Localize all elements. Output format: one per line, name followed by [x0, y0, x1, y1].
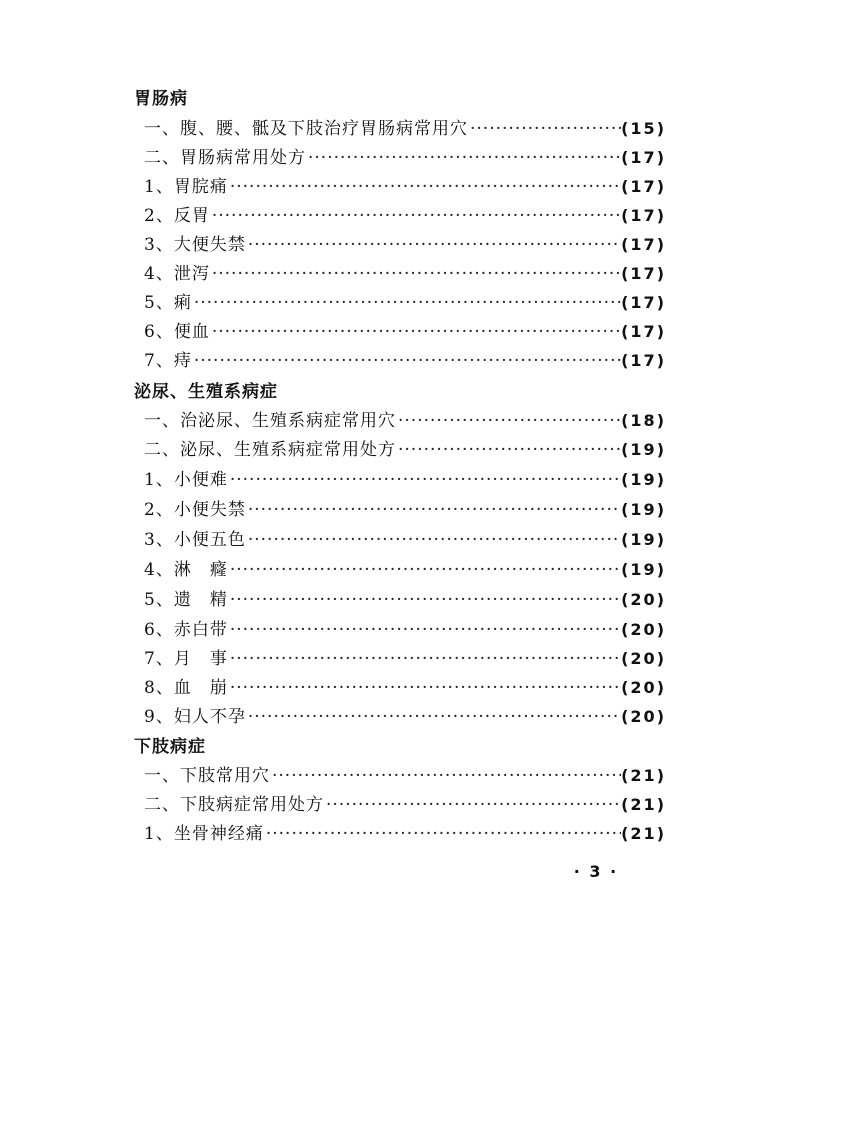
dot-leader [306, 147, 621, 169]
toc-entry [134, 292, 666, 314]
toc-entry-page: (17) [621, 177, 666, 196]
toc-entry-label: 3、大便失禁 [144, 235, 246, 255]
toc-entry [134, 263, 666, 285]
toc-entry-label: 二、泌尿、生殖系病症常用处方 [144, 440, 396, 460]
toc-entry-page: (20) [621, 620, 666, 639]
toc-entry [134, 234, 666, 256]
toc-entry-page: (20) [621, 590, 666, 609]
toc-entry-page: (19) [621, 560, 666, 579]
toc-entry [134, 499, 666, 521]
toc-entry [134, 677, 666, 699]
toc-entry [134, 619, 666, 641]
toc-entry [134, 823, 666, 845]
dot-leader [228, 469, 621, 491]
dot-leader [324, 794, 621, 816]
toc-entry-page: (17) [621, 148, 666, 167]
dot-leader [246, 499, 621, 521]
toc-entry-page: (17) [621, 322, 666, 341]
toc-entry-label: 7、痔 [144, 351, 192, 371]
dot-leader [228, 677, 621, 699]
dot-leader [192, 292, 621, 314]
toc-entry [134, 765, 666, 787]
dot-leader [396, 439, 621, 461]
toc-entry-page: (19) [621, 530, 666, 549]
toc-entry-label: 9、妇人不孕 [144, 707, 246, 727]
toc-entry-page: (19) [621, 440, 666, 459]
toc-entry-page: (17) [621, 351, 666, 370]
toc-entry-label: 7、月 事 [144, 649, 228, 669]
toc-entry [134, 118, 666, 140]
toc-entry [134, 321, 666, 343]
toc-entry-page: (17) [621, 293, 666, 312]
toc-entry-label: 一、治泌尿、生殖系病症常用穴 [144, 411, 396, 431]
toc-entry [134, 469, 666, 491]
toc-entry [134, 410, 666, 432]
toc-entry-label: 1、坐骨神经痛 [144, 824, 264, 844]
dot-leader [228, 648, 621, 670]
toc-entry [134, 205, 666, 227]
toc-entry-label: 3、小便五色 [144, 530, 246, 550]
dot-leader [246, 529, 621, 551]
toc-entry-page: (20) [621, 649, 666, 668]
toc-entry-label: 一、腹、腰、骶及下肢治疗胃肠病常用穴 [144, 119, 468, 139]
toc-entry-page: (15) [621, 119, 666, 138]
toc-entry-label: 6、便血 [144, 322, 210, 342]
section-heading: 泌尿、生殖系病症 [134, 382, 278, 402]
dot-leader [228, 176, 621, 198]
dot-leader [396, 410, 621, 432]
toc-entry-label: 二、胃肠病常用处方 [144, 148, 306, 168]
section-heading: 胃肠病 [134, 89, 188, 109]
toc-entry [134, 147, 666, 169]
toc-entry-label: 5、痢 [144, 293, 192, 313]
dot-leader [210, 205, 621, 227]
toc-entry-page: (21) [621, 824, 666, 843]
toc-entry-page: (20) [621, 707, 666, 726]
toc-entry [134, 350, 666, 372]
toc-entry [134, 648, 666, 670]
toc-entry-page: (17) [621, 264, 666, 283]
toc-entry-page: (18) [621, 411, 666, 430]
toc-entry-page: (19) [621, 500, 666, 519]
dot-leader [246, 706, 621, 728]
dot-leader [228, 559, 621, 581]
dot-leader [228, 619, 621, 641]
toc-entry-page: (21) [621, 795, 666, 814]
toc-entry-label: 5、遗 精 [144, 590, 228, 610]
dot-leader [210, 321, 621, 343]
toc-entry-label: 一、下肢常用穴 [144, 766, 270, 786]
toc-entry-label: 4、淋 癃 [144, 560, 228, 580]
toc-entry-page: (20) [621, 678, 666, 697]
toc-entry-page: (21) [621, 766, 666, 785]
toc-entry [134, 529, 666, 551]
dot-leader [228, 589, 621, 611]
toc-entry [134, 176, 666, 198]
toc-entry-label: 二、下肢病症常用处方 [144, 795, 324, 815]
toc-entry-page: (19) [621, 470, 666, 489]
toc-entry [134, 794, 666, 816]
toc-entry-label: 1、胃脘痛 [144, 177, 228, 197]
dot-leader [468, 118, 621, 140]
toc-entry [134, 559, 666, 581]
toc-entry-label: 1、小便难 [144, 470, 228, 490]
page-number: · 3 · [573, 862, 619, 881]
toc-entry-page: (17) [621, 235, 666, 254]
toc-entry [134, 706, 666, 728]
dot-leader [192, 350, 621, 372]
toc-entry [134, 439, 666, 461]
toc-entry-label: 4、泄泻 [144, 264, 210, 284]
toc-entry-label: 8、血 崩 [144, 678, 228, 698]
dot-leader [270, 765, 621, 787]
toc-entry-label: 2、反胃 [144, 206, 210, 226]
toc-entry-page: (17) [621, 206, 666, 225]
dot-leader [210, 263, 621, 285]
dot-leader [264, 823, 621, 845]
dot-leader [246, 234, 621, 256]
toc-entry-label: 6、赤白带 [144, 620, 228, 640]
toc-entry [134, 589, 666, 611]
section-heading: 下肢病症 [134, 737, 206, 757]
toc-entry-label: 2、小便失禁 [144, 500, 246, 520]
